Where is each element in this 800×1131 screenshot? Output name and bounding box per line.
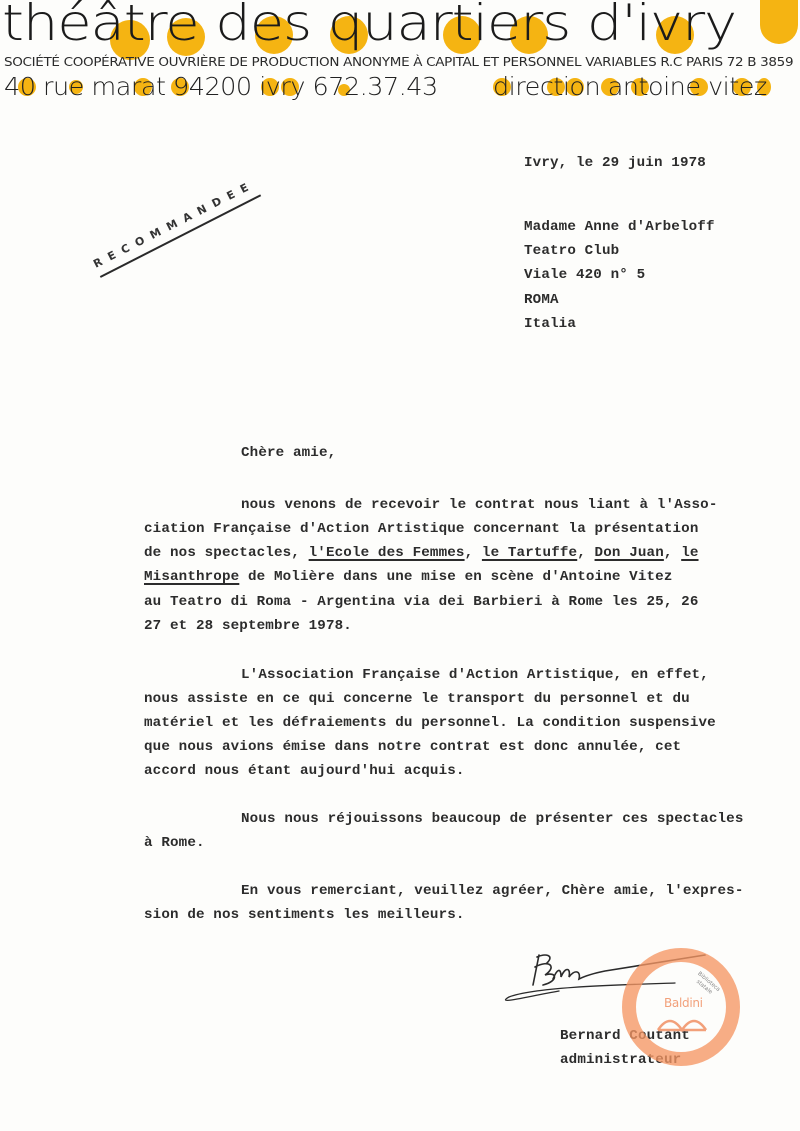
text-fragment: , <box>464 545 482 561</box>
text-line <box>144 569 673 585</box>
text-line: matériel et les défraiements du personnel. La condition suspensive <box>144 715 716 731</box>
letterhead <box>0 0 800 110</box>
text-line: au Teatro di Roma - Argentina via dei Barbieri à Rome les 25, 26 <box>144 594 699 610</box>
theatre-address: 40 rue marat 94200 ivry 672.37.43 <box>4 72 438 101</box>
recipient-line: Teatro Club <box>524 243 620 259</box>
text-line: Nous nous réjouissons beaucoup de présenter ces spectacles <box>241 811 744 827</box>
salutation: Chère amie, <box>241 445 337 461</box>
text-line: sion de nos sentiments les meilleurs. <box>144 907 465 923</box>
recipient-line: Italia <box>524 316 576 332</box>
library-arches-icon <box>656 1012 708 1032</box>
library-stamp <box>622 948 740 1066</box>
text-line: ciation Française d'Action Artistique concernant la présentation <box>144 521 699 537</box>
text-line: L'Association Française d'Action Artistique, en effet, <box>241 667 709 683</box>
recipient-line: ROMA <box>524 292 559 308</box>
recipient-line: Madame Anne d'Arbeloff <box>524 219 715 235</box>
recipient-line: Viale 420 n° 5 <box>524 267 646 283</box>
theatre-name: théâtre des quartiers d'ivry <box>2 0 737 52</box>
text-line: 27 et 28 septembre 1978. <box>144 618 352 634</box>
play-title: Don Juan <box>594 545 664 561</box>
library-stamp-name: Baldini <box>664 996 703 1010</box>
theatre-direction: direction antoine vitez <box>493 72 767 101</box>
date-line: Ivry, le 29 juin 1978 <box>524 155 706 171</box>
text-fragment: de Molière dans une mise en scène d'Antoine Vitez <box>239 569 673 585</box>
text-line <box>144 545 699 561</box>
text-fragment: , <box>577 545 595 561</box>
play-title: le <box>681 545 699 561</box>
text-fragment: , <box>663 545 682 561</box>
company-legal-line: SOCIÉTÉ COOPÉRATIVE OUVRIÈRE DE PRODUCTION ANONYME À CAPITAL ET PERSONNEL VARIABLES R.C PARIS 72 B 3859 <box>4 54 794 69</box>
signatory-title: administrateur <box>560 1052 682 1068</box>
signatory-name: Bernard Coutant <box>560 1028 690 1044</box>
library-stamp-small-text: Biblioteca statale <box>694 970 721 996</box>
text-line: En vous remerciant, veuillez agréer, Chère amie, l'expres- <box>241 883 744 899</box>
text-line: accord nous étant aujourd'hui acquis. <box>144 763 465 779</box>
text-line: nous venons de recevoir le contrat nous liant à l'Asso- <box>241 497 718 513</box>
play-title: l'Ecole des Femmes <box>308 545 465 561</box>
text-line: à Rome. <box>144 835 205 851</box>
text-line: que nous avions émise dans notre contrat est donc annulée, cet <box>144 739 682 755</box>
play-title: Misanthrope <box>144 569 240 585</box>
text-fragment: de nos spectacles, <box>144 545 309 561</box>
registered-mail-stamp: RECOMMANDEE <box>91 178 261 278</box>
play-title: le Tartuffe <box>481 545 578 561</box>
text-line: nous assiste en ce qui concerne le transport du personnel et du <box>144 691 690 707</box>
